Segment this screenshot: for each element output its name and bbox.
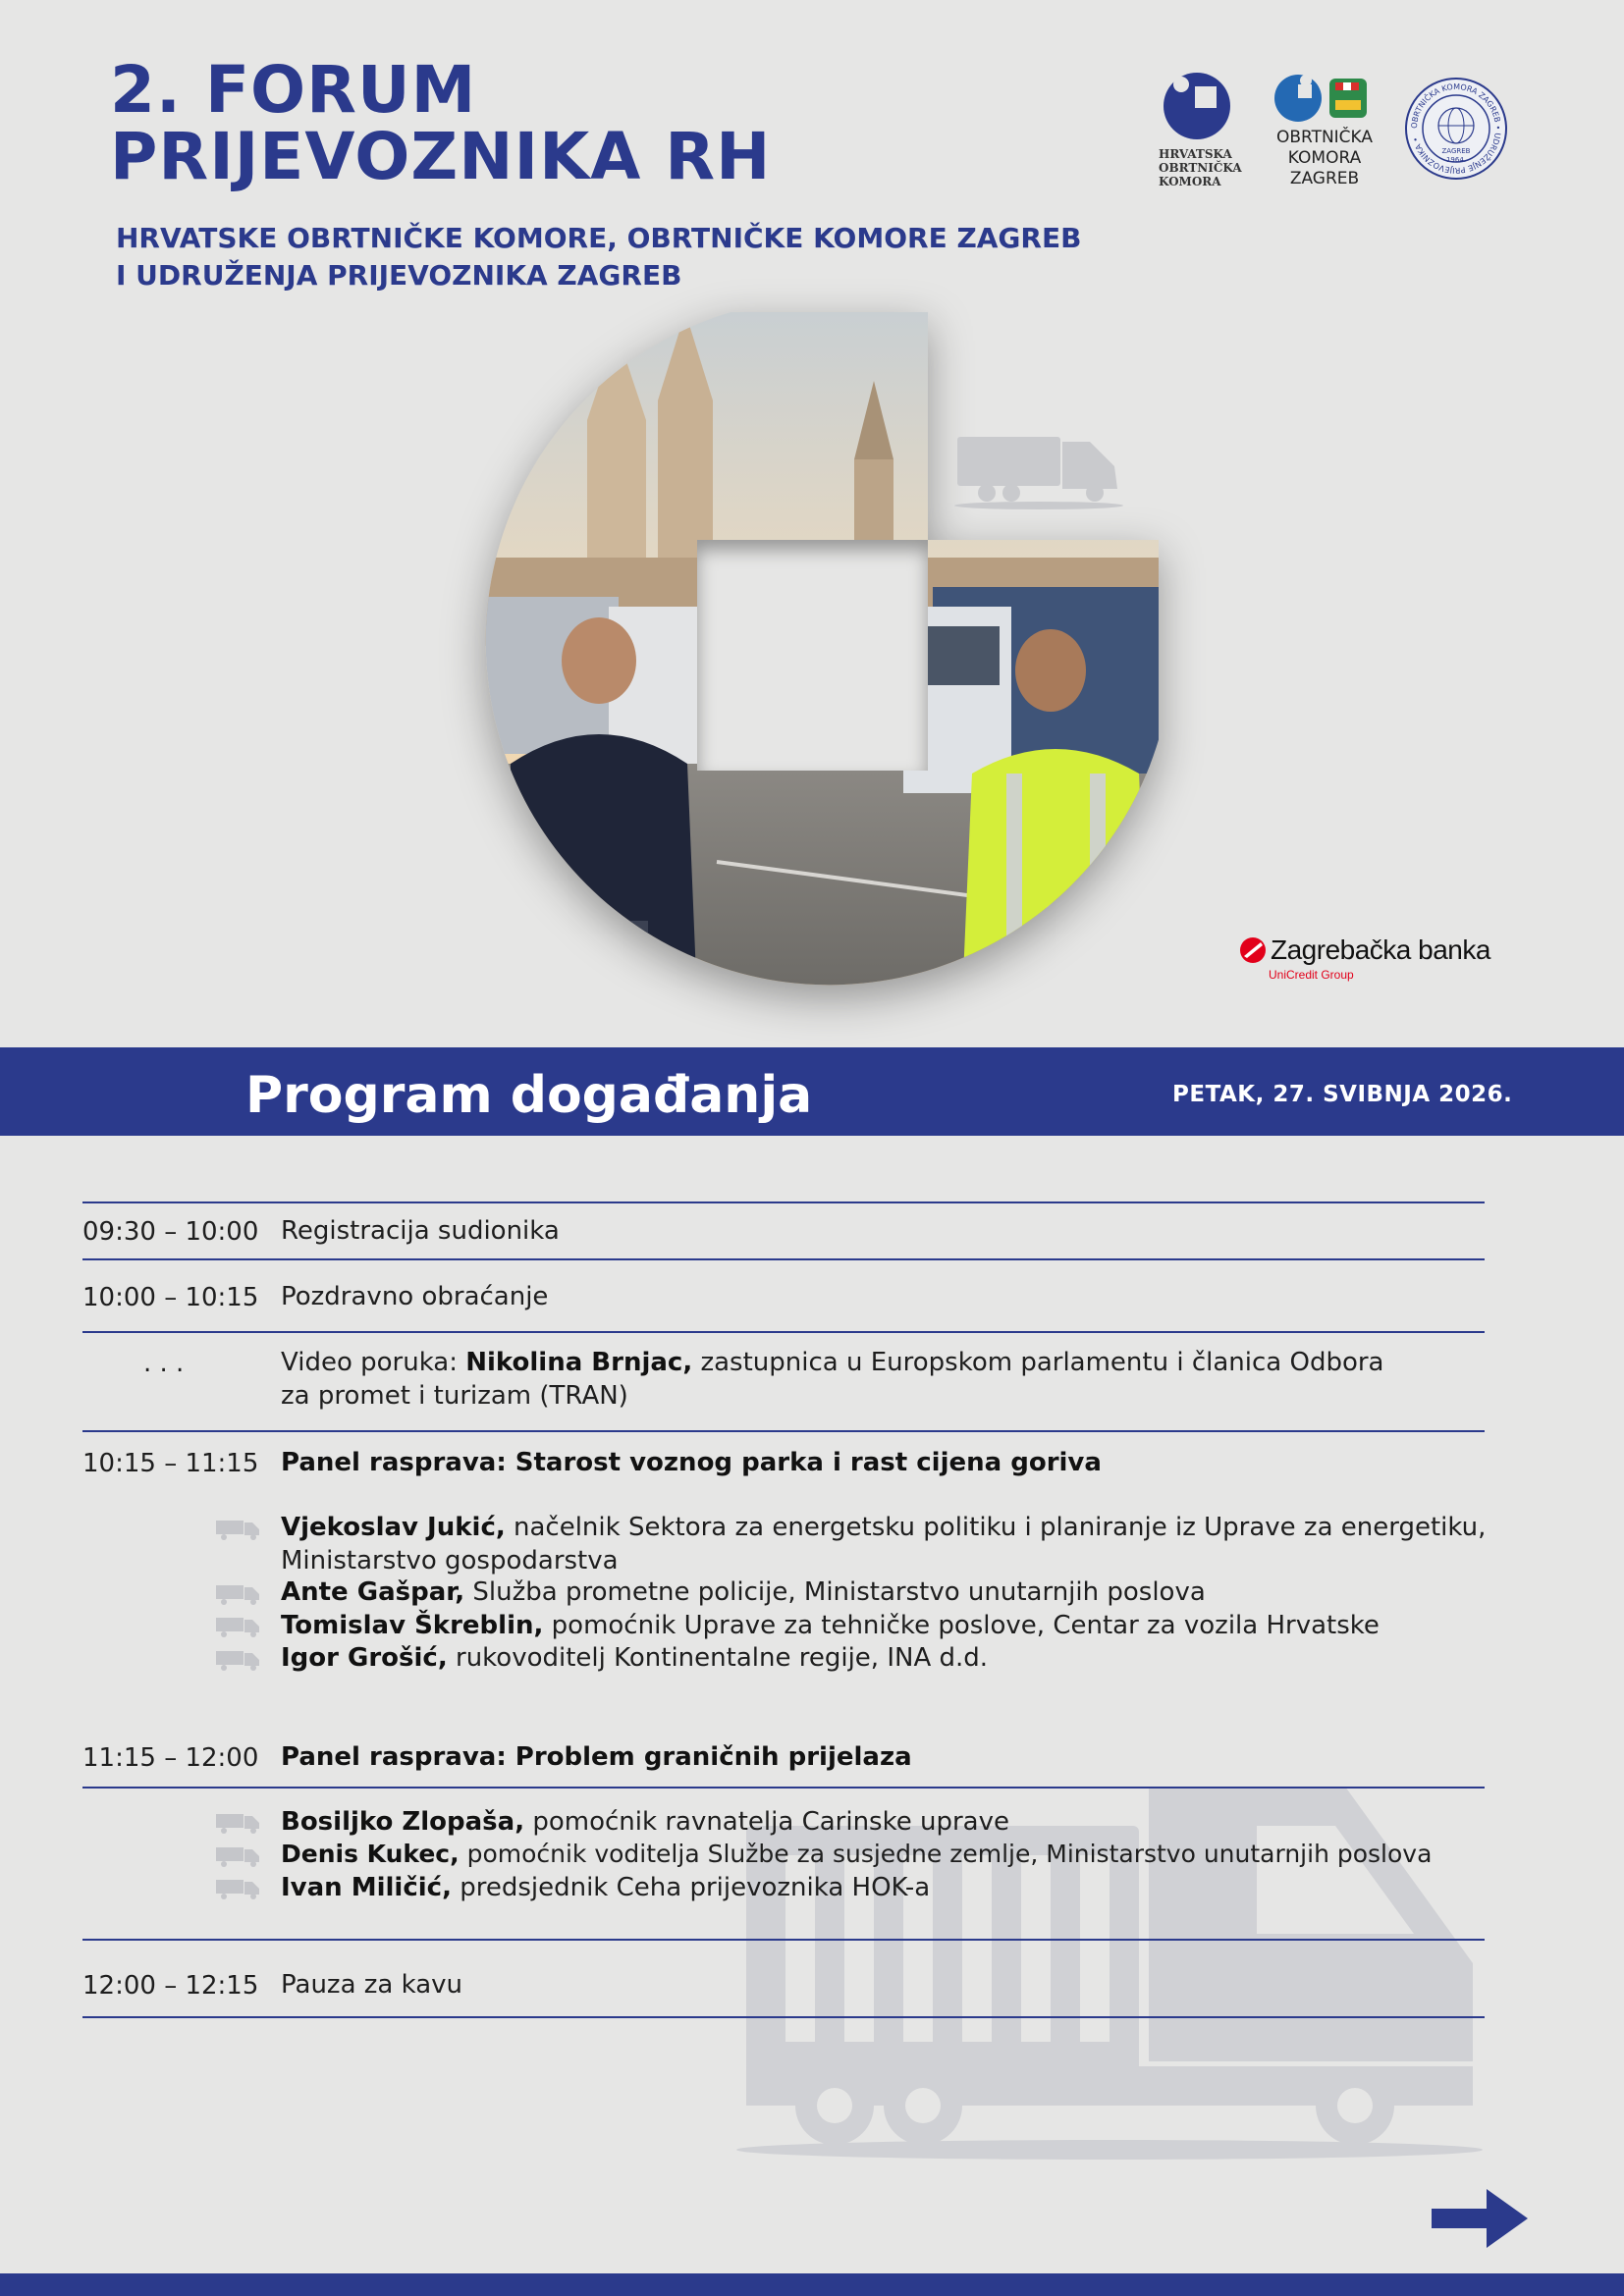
hok-logo xyxy=(1159,71,1242,188)
okz-caption-3: ZAGREB xyxy=(1289,169,1360,188)
divider xyxy=(82,1258,1485,1260)
hero-image xyxy=(471,312,1159,999)
video-prefix: Video poruka: xyxy=(281,1348,466,1377)
speaker-role: rukovoditelj Kontinentalne regije, INA d.d. xyxy=(447,1643,989,1673)
truck-bullet-icon xyxy=(216,1811,261,1835)
up-zagreb-seal xyxy=(1404,77,1508,181)
item-time: 09:30 – 10:00 xyxy=(82,1217,259,1247)
event-date: PETAK, 27. SVIBNJA 2026. xyxy=(1172,1082,1513,1107)
subtitle-line-1: HRVATSKE OBRTNIČKE KOMORE, OBRTNIČKE KOMORE ZAGREB xyxy=(116,222,1082,254)
speaker-role-2: Ministarstvo gospodarstva xyxy=(281,1546,619,1575)
speaker xyxy=(281,1575,1206,1609)
video-speaker-name: Nikolina Brnjac, xyxy=(465,1348,693,1377)
truck-bullet-icon xyxy=(216,1844,261,1868)
title-line-2: PRIJEVOZNIKA RH xyxy=(110,119,772,194)
speaker-role: pomoćnik voditelja Službe za susjedne zemlje, Ministarstvo unutarnjih poslova xyxy=(459,1840,1433,1868)
arrow-right-icon[interactable] xyxy=(1432,2187,1530,2250)
divider xyxy=(82,1201,1485,1203)
divider xyxy=(82,1331,1485,1333)
panel-2-title: Panel rasprava: Problem graničnih prijelaza xyxy=(281,1742,912,1772)
speaker xyxy=(281,1511,1486,1577)
speaker-name: Ivan Miličić, xyxy=(281,1873,452,1902)
hok-caption-1: HRVATSKA xyxy=(1159,147,1232,161)
sponsor-logo xyxy=(1239,934,1494,989)
truck-bullet-icon xyxy=(216,1648,261,1672)
divider xyxy=(82,1939,1485,1941)
footer-bar xyxy=(0,2273,1624,2296)
page-subtitle xyxy=(116,220,1081,294)
seal-ring-text: OBRTNIČKA KOMORA ZAGREB • UDRUŽENJE PRIJEVOZNIKA • xyxy=(1409,81,1503,176)
video-speaker-role-2: za promet i turizam (TRAN) xyxy=(281,1381,628,1411)
photo-square-cutout xyxy=(697,540,928,771)
item-time: 11:15 – 12:00 xyxy=(82,1743,259,1773)
okz-logo-mark xyxy=(1272,73,1377,124)
speaker-name: Denis Kukec, xyxy=(281,1840,460,1868)
truck-bullet-icon xyxy=(216,1582,261,1606)
hok-logo-mark xyxy=(1162,71,1232,141)
item-time: . . . xyxy=(143,1349,185,1378)
divider xyxy=(82,2016,1485,2018)
speaker-name: Ante Gašpar, xyxy=(281,1577,465,1607)
speaker xyxy=(281,1871,930,1904)
truck-bullet-icon xyxy=(216,1615,261,1638)
item-text: Registracija sudionika xyxy=(281,1216,560,1246)
video-speaker-role: zastupnica u Europskom parlamentu i članica Odbora xyxy=(692,1348,1384,1377)
truck-bullet-icon xyxy=(216,1877,261,1900)
seal-icon xyxy=(1404,77,1508,181)
speaker xyxy=(281,1609,1380,1642)
subtitle-line-2: I UDRUŽENJA PRIJEVOZNIKA ZAGREB xyxy=(116,259,682,292)
truck-bullet-icon xyxy=(216,1518,261,1541)
item-text: Pauza za kavu xyxy=(281,1970,463,2000)
item-time: 12:00 – 12:15 xyxy=(82,1971,259,2001)
item-text: Pozdravno obraćanje xyxy=(281,1282,549,1311)
speaker-role: načelnik Sektora za energetsku politiku i planiranje iz Uprave za energetiku, xyxy=(505,1513,1487,1542)
speaker xyxy=(281,1641,988,1675)
seal-city: ZAGREB xyxy=(1441,147,1471,155)
speaker xyxy=(281,1805,1009,1839)
speaker-role: pomoćnik Uprave za tehničke poslove, Centar za vozila Hrvatske xyxy=(543,1611,1380,1640)
divider xyxy=(82,1787,1485,1789)
page-title xyxy=(110,52,772,194)
speaker-role: Služba prometne policije, Ministarstvo unutarnjih poslova xyxy=(464,1577,1206,1607)
zaba-mark-icon xyxy=(1239,936,1267,964)
sponsor-subtitle: UniCredit Group xyxy=(1269,968,1354,982)
speaker-name: Tomislav Škreblin, xyxy=(281,1611,544,1640)
item-time: 10:15 – 11:15 xyxy=(82,1449,259,1478)
okz-caption-1: OBRTNIČKA xyxy=(1275,128,1374,147)
speaker-role: predsjednik Ceha prijevoznika HOK-a xyxy=(451,1873,931,1902)
speaker-name: Igor Grošić, xyxy=(281,1643,448,1673)
speaker-name: Bosiljko Zlopaša, xyxy=(281,1807,525,1837)
hok-caption-3: KOMORA xyxy=(1159,175,1221,188)
seal-year: 1964. xyxy=(1445,156,1467,164)
speaker-role: pomoćnik ravnatelja Carinske uprave xyxy=(524,1807,1009,1837)
program-heading: Program događanja xyxy=(245,1066,813,1125)
okz-caption-2: KOMORA xyxy=(1287,148,1362,168)
panel-1-title: Panel rasprava: Starost voznog parka i rast cijena goriva xyxy=(281,1448,1102,1477)
divider xyxy=(82,1430,1485,1432)
speaker-name: Vjekoslav Jukić, xyxy=(281,1513,506,1542)
title-line-1: 2. FORUM xyxy=(110,52,477,128)
okz-logo xyxy=(1272,73,1377,190)
truck-icon xyxy=(952,422,1124,510)
hok-caption-2: OBRTNIČKA xyxy=(1159,161,1242,175)
video-message xyxy=(281,1346,1383,1413)
speaker xyxy=(281,1838,1432,1871)
sponsor-name: Zagrebačka banka xyxy=(1271,934,1490,965)
item-time: 10:00 – 10:15 xyxy=(82,1283,259,1312)
